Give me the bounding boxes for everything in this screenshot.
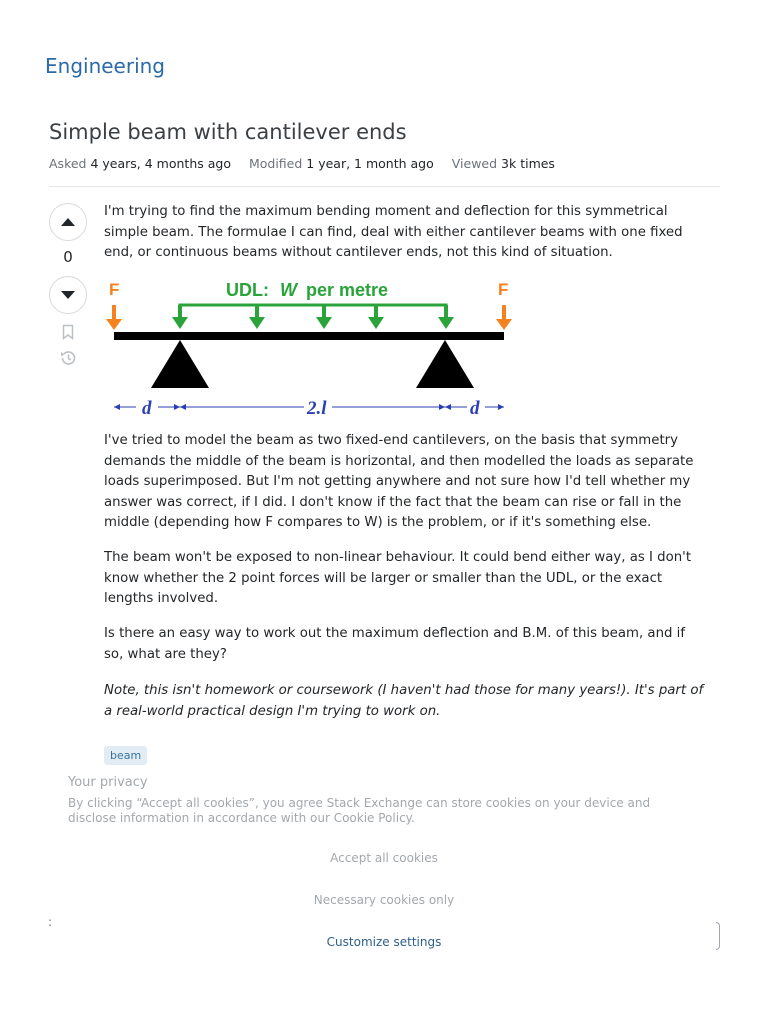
beam — [114, 332, 504, 340]
dim-left-label: d — [142, 398, 152, 419]
asked-value: 4 years, 4 months ago — [90, 156, 231, 171]
bookmark-icon — [62, 324, 74, 340]
support-right — [416, 340, 474, 388]
force-right-label: F — [498, 280, 509, 299]
caret-down-icon — [60, 290, 76, 300]
force-right-arrowhead — [496, 319, 512, 330]
paragraph-text: Is there an easy way to work out the maximum deflection and B.M. of this beam, and if so, what are they? — [104, 626, 686, 662]
cookie-banner-title: Your privacy — [68, 775, 148, 790]
history-button[interactable] — [58, 348, 78, 368]
beam-diagram — [104, 274, 514, 424]
partial-edge-glyph: : — [48, 915, 53, 929]
paragraph-text: Note, this isn't homework or coursework (I haven't had those for many years!). It's part of a real-world practical design I'm trying to work on. — [104, 683, 704, 719]
viewed-label: Viewed — [451, 156, 498, 171]
cookie-banner-text: By clicking “Accept all cookies”, you agree Stack Exchange can store cookies on your device and disclose information in accordance with our Cookie Policy. — [68, 796, 651, 825]
paragraph-text: I've tried to model the beam as two fixed-end cantilevers, on the basis that symmetry demands the middle of the beam is horizontal, and then modelled the loads as separate loads superimposed. But I'm not getting anywhere and not sure how I'd tell whether my answer was correct, if I did. I don't know if the fact that the beam can rise or fall in the middle (depending how F compares to W) is the problem, or if it's something else. — [104, 433, 694, 530]
caret-up-icon — [60, 217, 76, 227]
question-body-paragraph — [104, 202, 704, 264]
bookmark-button[interactable] — [58, 322, 78, 342]
history-icon — [59, 349, 77, 367]
question-body-paragraph — [104, 431, 704, 534]
modified-value[interactable]: 1 year, 1 month ago — [306, 156, 434, 171]
udl-label — [226, 280, 388, 300]
udl-bracket — [180, 305, 446, 318]
udl-prefix: UDL: — [226, 280, 269, 300]
question-body-paragraph — [104, 548, 704, 610]
question-body-paragraph — [104, 681, 704, 722]
force-left-arrowhead — [106, 319, 122, 330]
udl-w: W — [280, 280, 298, 300]
udl-suffix: per metre — [306, 280, 389, 300]
dim-middle-label: 2.l — [307, 398, 327, 419]
viewed-value: 3k times — [501, 156, 555, 171]
question-meta — [49, 156, 569, 171]
paragraph-text: I'm trying to find the maximum bending moment and deflection for this symmetrical simple beam. The formulae I can find, deal with either cantilever beams with one fixed end, or continuous beams without cantilever ends, not this kind of situation. — [104, 204, 683, 260]
vote-count: 0 — [63, 248, 73, 266]
question-title[interactable]: Simple beam with cantilever ends — [49, 120, 407, 144]
paragraph-text: The beam won't be exposed to non-linear behaviour. It could bend either way, as I don't know whether the 2 point forces will be larger or smaller than the UDL, or the exact lengths involved. — [104, 550, 692, 606]
udl-arrows — [172, 305, 454, 329]
upvote-button[interactable] — [49, 203, 87, 241]
modified-label: Modified — [248, 156, 303, 171]
site-name-link[interactable]: Engineering — [45, 54, 165, 78]
force-left-label: F — [109, 280, 120, 299]
downvote-button[interactable] — [49, 276, 87, 314]
necessary-cookies-button[interactable]: Necessary cookies only — [0, 893, 768, 907]
customize-settings-button[interactable]: Customize settings — [0, 935, 768, 949]
support-left — [151, 340, 209, 388]
accept-all-cookies-button[interactable]: Accept all cookies — [0, 851, 768, 865]
dim-right-label: d — [470, 398, 480, 419]
asked-label: Asked — [49, 156, 87, 171]
tag-beam[interactable]: beam — [104, 746, 147, 765]
title-divider — [49, 186, 720, 187]
partial-button-edge — [716, 922, 720, 950]
question-body-paragraph — [104, 624, 704, 665]
